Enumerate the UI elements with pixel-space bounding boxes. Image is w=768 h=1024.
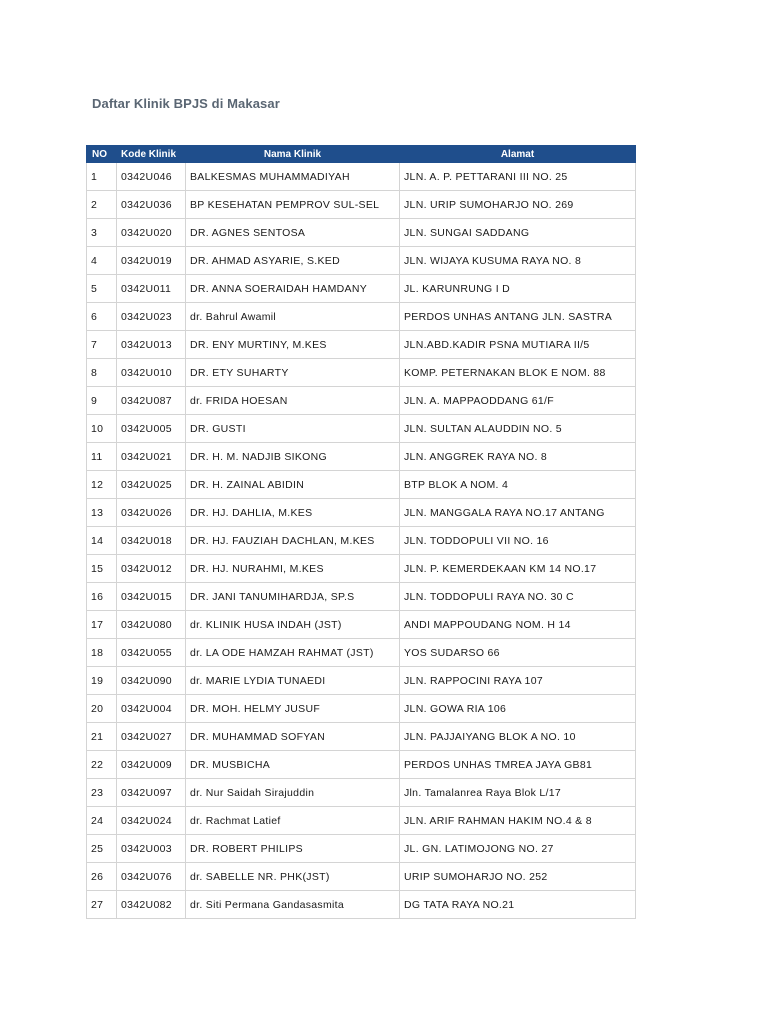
cell-alamat: JLN. P. KEMERDEKAAN KM 14 NO.17 — [400, 555, 636, 583]
table-row — [87, 443, 636, 471]
header-no: NO — [87, 146, 117, 163]
cell-no: 26 — [87, 863, 117, 891]
cell-nama-klinik: DR. H. M. NADJIB SIKONG — [186, 443, 400, 471]
table-row — [87, 695, 636, 723]
cell-kode-klinik: 0342U027 — [117, 723, 186, 751]
table-row — [87, 387, 636, 415]
cell-no: 13 — [87, 499, 117, 527]
cell-nama-klinik: DR. AHMAD ASYARIE, S.KED — [186, 247, 400, 275]
cell-no: 10 — [87, 415, 117, 443]
header-kode-klinik: Kode Klinik — [117, 146, 186, 163]
cell-nama-klinik: BALKESMAS MUHAMMADIYAH — [186, 163, 400, 191]
table-row — [87, 163, 636, 191]
cell-no: 27 — [87, 891, 117, 919]
table-row — [87, 779, 636, 807]
cell-no: 1 — [87, 163, 117, 191]
cell-kode-klinik: 0342U003 — [117, 835, 186, 863]
cell-kode-klinik: 0342U020 — [117, 219, 186, 247]
cell-nama-klinik: DR. MOH. HELMY JUSUF — [186, 695, 400, 723]
cell-nama-klinik: DR. ENY MURTINY, M.KES — [186, 331, 400, 359]
table-row — [87, 527, 636, 555]
cell-alamat: JLN. SULTAN ALAUDDIN NO. 5 — [400, 415, 636, 443]
cell-no: 7 — [87, 331, 117, 359]
cell-kode-klinik: 0342U013 — [117, 331, 186, 359]
cell-alamat: ANDI MAPPOUDANG NOM. H 14 — [400, 611, 636, 639]
cell-kode-klinik: 0342U015 — [117, 583, 186, 611]
table-row — [87, 499, 636, 527]
cell-no: 17 — [87, 611, 117, 639]
table-row — [87, 247, 636, 275]
cell-alamat: PERDOS UNHAS TMREA JAYA GB81 — [400, 751, 636, 779]
cell-no: 20 — [87, 695, 117, 723]
cell-no: 9 — [87, 387, 117, 415]
cell-no: 11 — [87, 443, 117, 471]
cell-no: 18 — [87, 639, 117, 667]
cell-kode-klinik: 0342U011 — [117, 275, 186, 303]
cell-no: 8 — [87, 359, 117, 387]
cell-kode-klinik: 0342U080 — [117, 611, 186, 639]
cell-no: 2 — [87, 191, 117, 219]
cell-kode-klinik: 0342U005 — [117, 415, 186, 443]
cell-no: 23 — [87, 779, 117, 807]
cell-no: 6 — [87, 303, 117, 331]
cell-nama-klinik: dr. FRIDA HOESAN — [186, 387, 400, 415]
table-row — [87, 863, 636, 891]
cell-no: 16 — [87, 583, 117, 611]
cell-alamat: PERDOS UNHAS ANTANG JLN. SASTRA — [400, 303, 636, 331]
cell-alamat: JLN. GOWA RIA 106 — [400, 695, 636, 723]
cell-alamat: JLN. ANGGREK RAYA NO. 8 — [400, 443, 636, 471]
cell-no: 21 — [87, 723, 117, 751]
cell-alamat: JLN. RAPPOCINI RAYA 107 — [400, 667, 636, 695]
cell-nama-klinik: DR. HJ. DAHLIA, M.KES — [186, 499, 400, 527]
table-row — [87, 555, 636, 583]
cell-nama-klinik: DR. HJ. NURAHMI, M.KES — [186, 555, 400, 583]
cell-nama-klinik: DR. JANI TANUMIHARDJA, SP.S — [186, 583, 400, 611]
cell-kode-klinik: 0342U036 — [117, 191, 186, 219]
cell-no: 15 — [87, 555, 117, 583]
cell-no: 14 — [87, 527, 117, 555]
cell-nama-klinik: DR. MUHAMMAD SOFYAN — [186, 723, 400, 751]
cell-nama-klinik: dr. Siti Permana Gandasasmita — [186, 891, 400, 919]
page-title: Daftar Klinik BPJS di Makasar — [92, 96, 280, 111]
cell-alamat: Jln. Tamalanrea Raya Blok L/17 — [400, 779, 636, 807]
cell-alamat: BTP BLOK A NOM. 4 — [400, 471, 636, 499]
table-row — [87, 723, 636, 751]
cell-kode-klinik: 0342U026 — [117, 499, 186, 527]
cell-alamat: JLN. ARIF RAHMAN HAKIM NO.4 & 8 — [400, 807, 636, 835]
cell-alamat: JL. KARUNRUNG I D — [400, 275, 636, 303]
cell-nama-klinik: dr. LA ODE HAMZAH RAHMAT (JST) — [186, 639, 400, 667]
cell-alamat: JLN. SUNGAI SADDANG — [400, 219, 636, 247]
cell-nama-klinik: DR. ROBERT PHILIPS — [186, 835, 400, 863]
table-row — [87, 807, 636, 835]
cell-kode-klinik: 0342U055 — [117, 639, 186, 667]
cell-nama-klinik: dr. KLINIK HUSA INDAH (JST) — [186, 611, 400, 639]
cell-kode-klinik: 0342U024 — [117, 807, 186, 835]
cell-alamat: KOMP. PETERNAKAN BLOK E NOM. 88 — [400, 359, 636, 387]
cell-kode-klinik: 0342U021 — [117, 443, 186, 471]
table-row — [87, 639, 636, 667]
clinic-table — [86, 145, 636, 919]
cell-alamat: JLN. TODDOPULI VII NO. 16 — [400, 527, 636, 555]
table-row — [87, 359, 636, 387]
table-header — [87, 146, 636, 163]
cell-no: 24 — [87, 807, 117, 835]
cell-kode-klinik: 0342U087 — [117, 387, 186, 415]
cell-kode-klinik: 0342U046 — [117, 163, 186, 191]
table-body — [87, 163, 636, 919]
cell-no: 5 — [87, 275, 117, 303]
cell-kode-klinik: 0342U082 — [117, 891, 186, 919]
cell-nama-klinik: DR. GUSTI — [186, 415, 400, 443]
cell-kode-klinik: 0342U010 — [117, 359, 186, 387]
cell-nama-klinik: DR. HJ. FAUZIAH DACHLAN, M.KES — [186, 527, 400, 555]
cell-nama-klinik: dr. Nur Saidah Sirajuddin — [186, 779, 400, 807]
cell-alamat: URIP SUMOHARJO NO. 252 — [400, 863, 636, 891]
cell-alamat: JLN. A. MAPPAODDANG 61/F — [400, 387, 636, 415]
cell-no: 25 — [87, 835, 117, 863]
table-row — [87, 835, 636, 863]
cell-kode-klinik: 0342U097 — [117, 779, 186, 807]
header-row — [87, 146, 636, 163]
table-row — [87, 415, 636, 443]
cell-kode-klinik: 0342U018 — [117, 527, 186, 555]
table-row — [87, 471, 636, 499]
table-row — [87, 891, 636, 919]
cell-alamat: DG TATA RAYA NO.21 — [400, 891, 636, 919]
header-alamat: Alamat — [400, 146, 636, 163]
cell-kode-klinik: 0342U019 — [117, 247, 186, 275]
header-nama-klinik: Nama Klinik — [186, 146, 400, 163]
table-row — [87, 303, 636, 331]
cell-no: 12 — [87, 471, 117, 499]
cell-alamat: JLN. PAJJAIYANG BLOK A NO. 10 — [400, 723, 636, 751]
cell-no: 3 — [87, 219, 117, 247]
cell-nama-klinik: dr. SABELLE NR. PHK(JST) — [186, 863, 400, 891]
cell-no: 4 — [87, 247, 117, 275]
cell-nama-klinik: DR. ETY SUHARTY — [186, 359, 400, 387]
cell-nama-klinik: DR. ANNA SOERAIDAH HAMDANY — [186, 275, 400, 303]
cell-alamat: YOS SUDARSO 66 — [400, 639, 636, 667]
cell-nama-klinik: DR. H. ZAINAL ABIDIN — [186, 471, 400, 499]
cell-alamat: JLN. A. P. PETTARANI III NO. 25 — [400, 163, 636, 191]
cell-alamat: JL. GN. LATIMOJONG NO. 27 — [400, 835, 636, 863]
cell-kode-klinik: 0342U012 — [117, 555, 186, 583]
cell-kode-klinik: 0342U004 — [117, 695, 186, 723]
table-row — [87, 219, 636, 247]
cell-kode-klinik: 0342U009 — [117, 751, 186, 779]
cell-nama-klinik: BP KESEHATAN PEMPROV SUL-SEL — [186, 191, 400, 219]
table-row — [87, 331, 636, 359]
cell-alamat: JLN. URIP SUMOHARJO NO. 269 — [400, 191, 636, 219]
table-row — [87, 191, 636, 219]
table-row — [87, 751, 636, 779]
cell-no: 19 — [87, 667, 117, 695]
cell-nama-klinik: DR. MUSBICHA — [186, 751, 400, 779]
cell-alamat: JLN. TODDOPULI RAYA NO. 30 C — [400, 583, 636, 611]
cell-alamat: JLN. MANGGALA RAYA NO.17 ANTANG — [400, 499, 636, 527]
cell-nama-klinik: dr. Bahrul Awamil — [186, 303, 400, 331]
table-row — [87, 583, 636, 611]
cell-kode-klinik: 0342U023 — [117, 303, 186, 331]
cell-nama-klinik: DR. AGNES SENTOSA — [186, 219, 400, 247]
cell-nama-klinik: dr. MARIE LYDIA TUNAEDI — [186, 667, 400, 695]
cell-no: 22 — [87, 751, 117, 779]
cell-nama-klinik: dr. Rachmat Latief — [186, 807, 400, 835]
cell-kode-klinik: 0342U025 — [117, 471, 186, 499]
cell-kode-klinik: 0342U076 — [117, 863, 186, 891]
cell-kode-klinik: 0342U090 — [117, 667, 186, 695]
cell-alamat: JLN. WIJAYA KUSUMA RAYA NO. 8 — [400, 247, 636, 275]
cell-alamat: JLN.ABD.KADIR PSNA MUTIARA II/5 — [400, 331, 636, 359]
table-row — [87, 275, 636, 303]
table-row — [87, 611, 636, 639]
table-row — [87, 667, 636, 695]
